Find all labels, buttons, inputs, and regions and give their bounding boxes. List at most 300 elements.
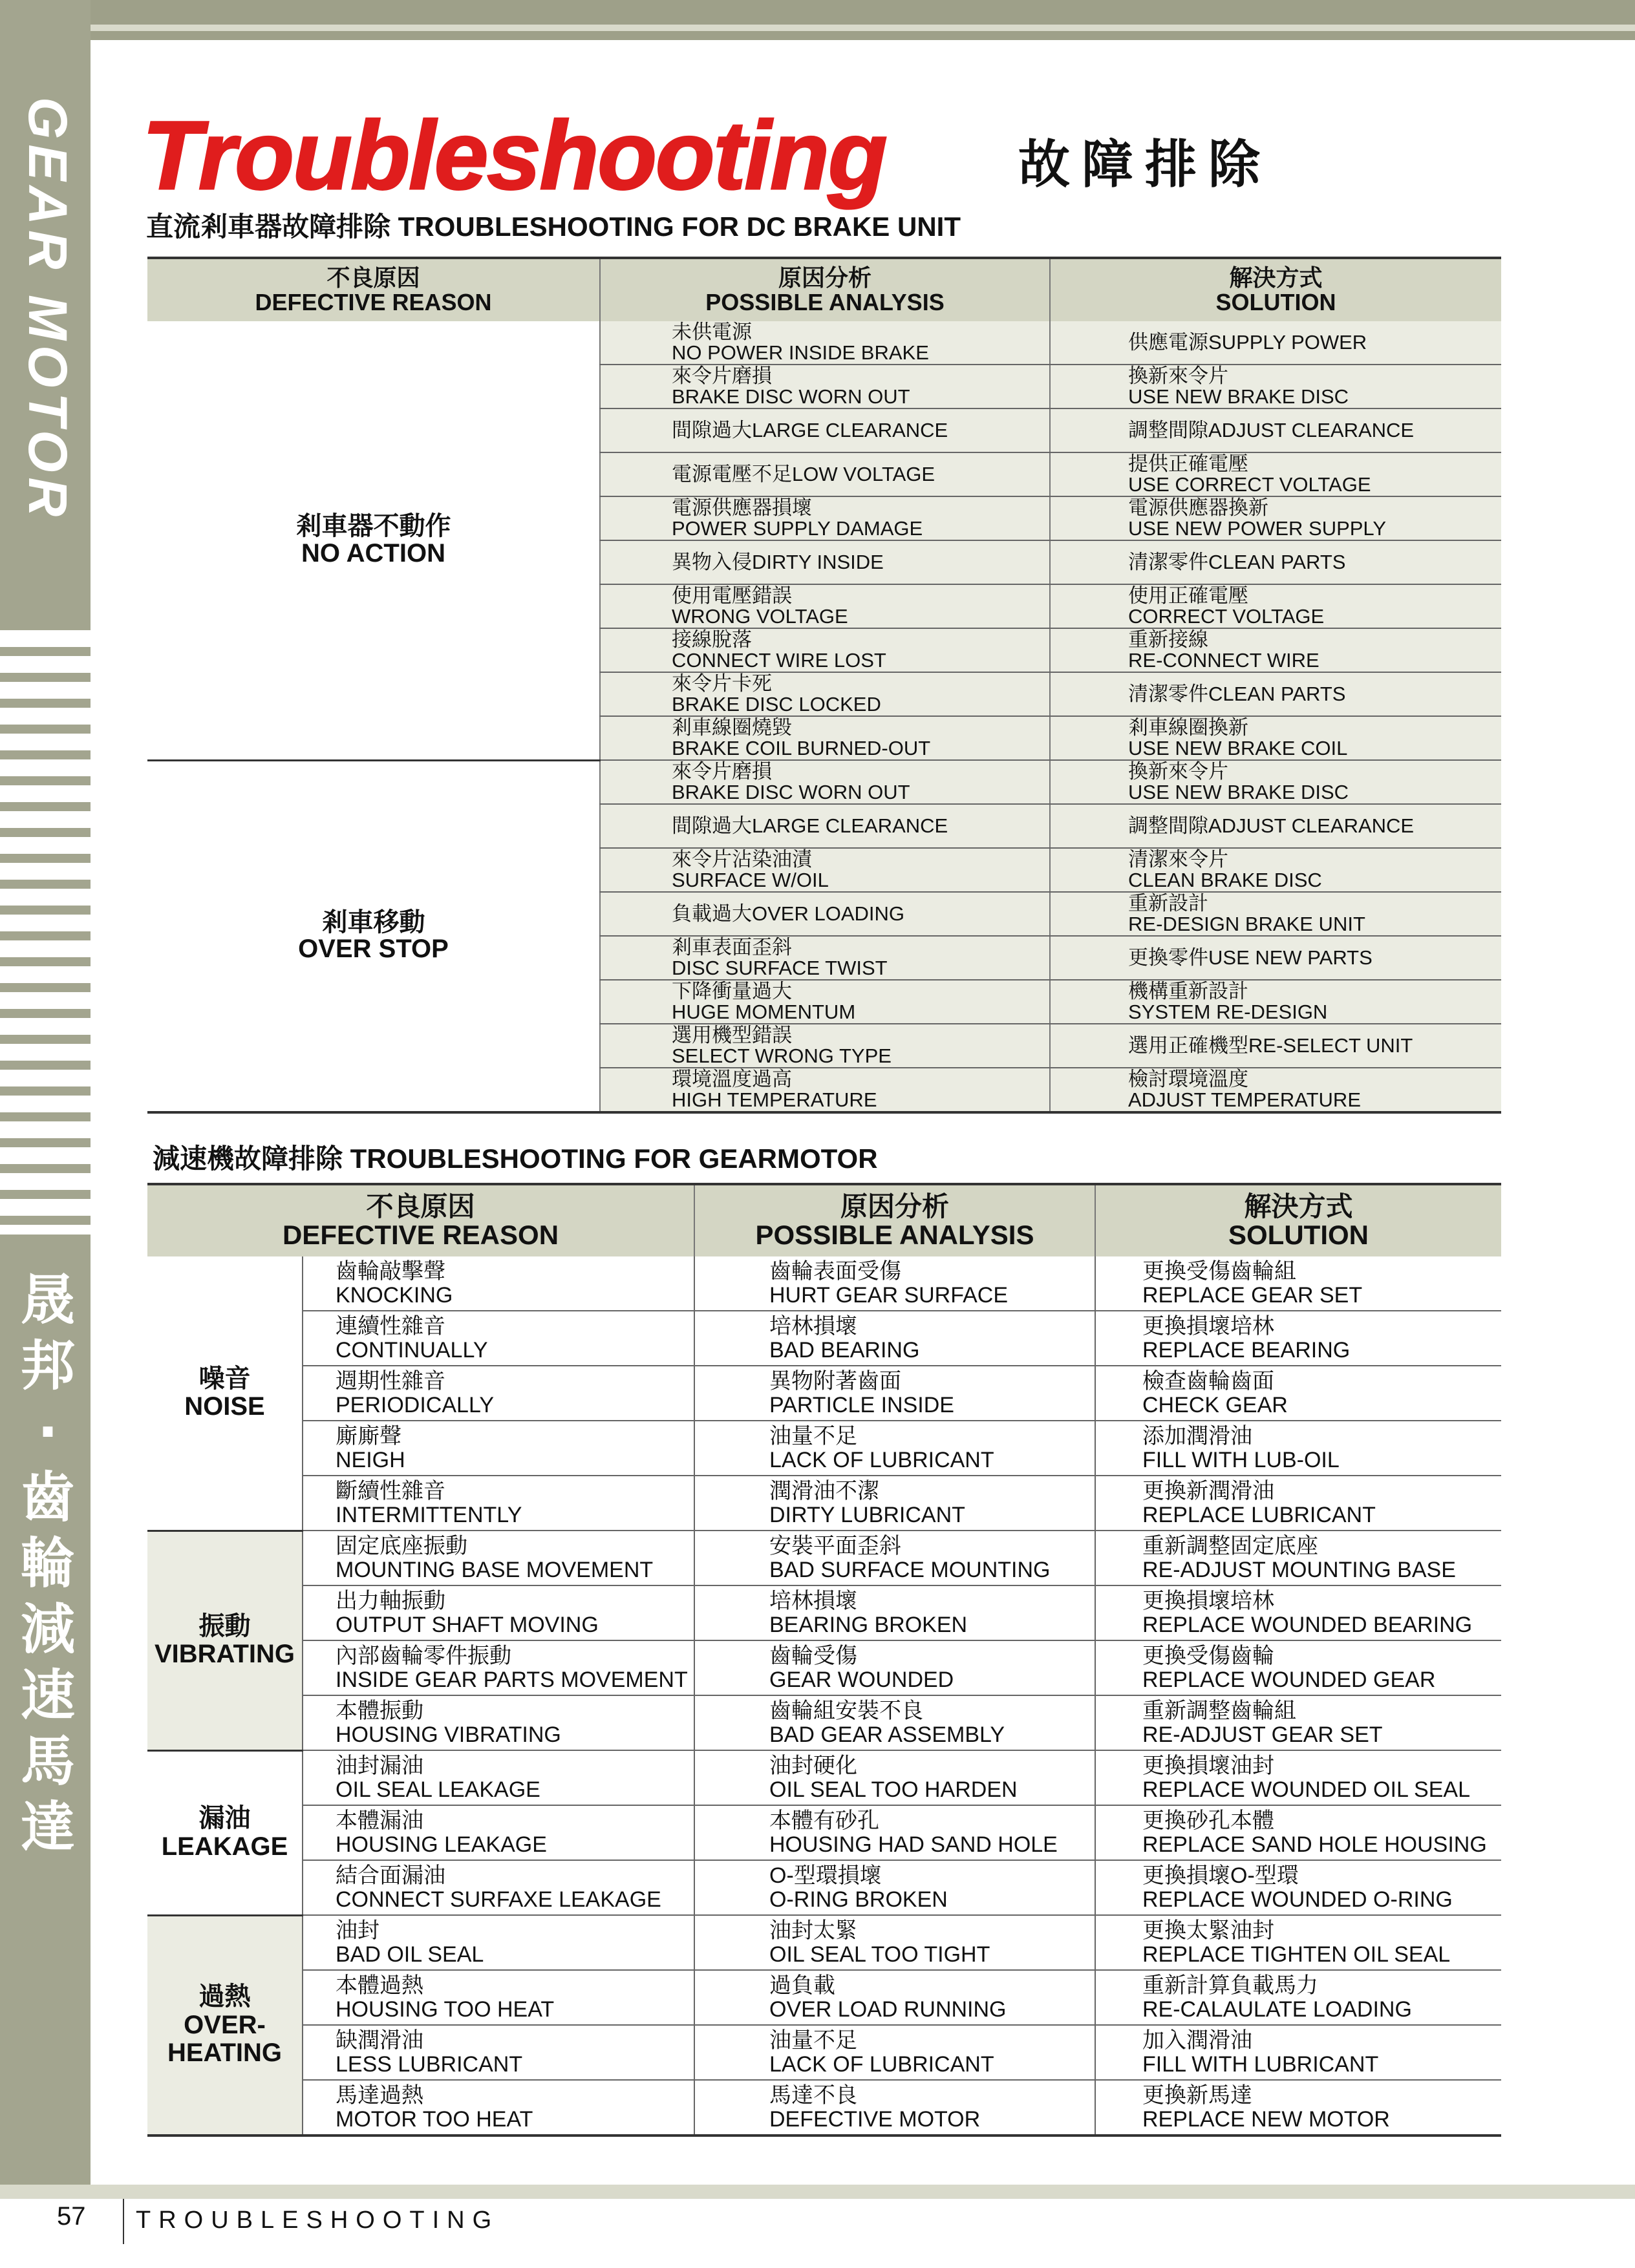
solution-cell (1095, 1640, 1501, 1695)
solution-line: RE-DESIGN BRAKE UNIT (1128, 913, 1365, 935)
analysis-line: HIGH TEMPERATURE (672, 1088, 877, 1111)
symptom-cell (303, 1531, 694, 1585)
solution-line: 更換太緊油封 (1142, 1918, 1274, 1943)
solution-line: CORRECT VOLTAGE (1128, 605, 1325, 628)
symptom-line: LESS LUBRICANT (336, 2051, 523, 2077)
solution-cell (1050, 1024, 1501, 1068)
analysis-line: OIL SEAL TOO TIGHT (769, 1942, 990, 1967)
solution-line: 換新來令片 (1128, 759, 1228, 783)
solution-line: 加入潤滑油 (1142, 2028, 1252, 2053)
analysis-line: BAD BEARING (769, 1337, 920, 1362)
solution-cell (1095, 1256, 1501, 1311)
reason-line: 過熱 (198, 1982, 251, 2011)
solution-line: 電源供應器換新 (1128, 496, 1268, 519)
analysis-line: 油量不足 (769, 2028, 857, 2053)
reason-zh: 剎車器不動作 (295, 512, 451, 541)
solution-line: USE NEW BRAKE DISC (1128, 385, 1349, 408)
analysis-line: 過負載 (769, 1973, 835, 1998)
table-row (147, 1476, 1501, 1531)
analysis-line: 環境溫度過高 (672, 1067, 792, 1090)
solution-cell (1050, 452, 1501, 496)
analysis-line: 間隙過大LARGE CLEARANCE (672, 418, 948, 441)
analysis-cell (694, 1476, 1095, 1531)
analysis-line: 齒輪受傷 (769, 1643, 857, 1668)
defective-reason-cell (147, 1256, 303, 1531)
sidebar-company-char: 輪 (20, 1532, 75, 1595)
symptom-cell (303, 1695, 694, 1750)
symptom-cell (303, 1805, 694, 1860)
table-row (147, 1531, 1501, 1585)
symptom-cell (303, 1970, 694, 2025)
analysis-line: NO POWER INSIDE BRAKE (672, 341, 929, 364)
solution-line: 供應電源SUPPLY POWER (1128, 330, 1367, 354)
analysis-cell (600, 892, 1050, 936)
solution-cell (1050, 936, 1501, 980)
analysis-cell (600, 1068, 1050, 1112)
symptom-line: 連續性雜音 (336, 1313, 445, 1339)
symptom-line: 斷續性雜音 (336, 1478, 445, 1503)
sidebar-company-char: 邦 (20, 1334, 75, 1397)
solution-cell (1095, 1366, 1501, 1421)
analysis-line: 使用電壓錯誤 (672, 584, 792, 607)
sidebar-company-char: 達 (20, 1796, 75, 1859)
analysis-cell (694, 1805, 1095, 1860)
sidebar-company-char: 馬 (20, 1730, 75, 1793)
solution-line: RE-ADJUST MOUNTING BASE (1142, 1557, 1456, 1582)
sidebar-company-char: 晟 (20, 1268, 75, 1331)
solution-line: ADJUST TEMPERATURE (1128, 1088, 1361, 1111)
symptom-line: NEIGH (336, 1447, 405, 1472)
solution-line: 提供正確電壓 (1128, 452, 1248, 475)
solution-line: 檢討環境溫度 (1128, 1067, 1248, 1090)
footer-divider (123, 2199, 124, 2244)
symptom-line: OIL SEAL LEAKAGE (336, 1777, 540, 1802)
defective-reason-cell (147, 760, 600, 1112)
symptom-cell (303, 2025, 694, 2080)
solution-line: 更換砂孔本體 (1142, 1808, 1274, 1833)
reason-line: HEATING (167, 2038, 283, 2067)
analysis-line: 電源供應器損壞 (672, 496, 812, 519)
analysis-cell (694, 1256, 1095, 1311)
analysis-line: BEARING BROKEN (769, 1612, 968, 1637)
symptom-line: CONNECT SURFAXE LEAKAGE (336, 1887, 661, 1912)
table-row (147, 1311, 1501, 1366)
analysis-line: DEFECTIVE MOTOR (769, 2106, 981, 2132)
reason-line: 漏油 (198, 1804, 251, 1833)
table-row (147, 1860, 1501, 1915)
solution-cell (1050, 628, 1501, 672)
header-solution: 解決方式 SOLUTION (1050, 258, 1501, 321)
symptom-line: 本體振動 (336, 1698, 423, 1723)
symptom-line: 週期性雜音 (336, 1368, 445, 1394)
solution-line: RE-ADJUST GEAR SET (1142, 1722, 1383, 1747)
solution-line: 更換受傷齒輪 (1142, 1643, 1274, 1668)
footer-section-label: TROUBLESHOOTING (136, 2207, 500, 2234)
analysis-line: LACK OF LUBRICANT (769, 1447, 994, 1472)
analysis-line: OIL SEAL TOO HARDEN (769, 1777, 1018, 1802)
solution-line: 換新來令片 (1128, 364, 1228, 387)
symptom-line: KNOCKING (336, 1282, 453, 1308)
analysis-line: 油封硬化 (769, 1753, 857, 1778)
analysis-line: 負載過大OVER LOADING (672, 902, 904, 925)
symptom-line: 馬達過熱 (336, 2083, 423, 2108)
top-bar (0, 0, 1635, 40)
solution-line: RE-CONNECT WIRE (1128, 649, 1320, 672)
symptom-line: 油封 (336, 1918, 379, 1943)
solution-cell (1095, 1421, 1501, 1476)
solution-line: 選用正確機型RE-SELECT UNIT (1128, 1033, 1413, 1057)
analysis-cell (694, 1640, 1095, 1695)
reason-line: 噪音 (198, 1364, 251, 1394)
solution-line: 更換損壞O-型環 (1142, 1863, 1299, 1888)
analysis-cell (694, 2080, 1095, 2136)
sidebar-company-char: 減 (20, 1598, 75, 1661)
sidebar-company-char: 齒 (20, 1466, 75, 1529)
solution-line: 清潔零件CLEAN PARTS (1128, 550, 1346, 573)
solution-cell (1095, 1585, 1501, 1640)
solution-line: 重新調整固定底座 (1142, 1533, 1318, 1558)
analysis-line: BRAKE DISC LOCKED (672, 693, 881, 715)
analysis-cell (600, 584, 1050, 628)
sidebar-gear-motor-label: GEAR MOTOR (17, 97, 78, 522)
symptom-cell (303, 1476, 694, 1531)
analysis-line: O-RING BROKEN (769, 1887, 948, 1912)
dc-brake-section-title: 直流剎車器故障排除 TROUBLESHOOTING FOR DC BRAKE UNIT (146, 211, 961, 242)
table-row (147, 1366, 1501, 1421)
solution-line: REPLACE SAND HOLE HOUSING (1142, 1832, 1487, 1857)
reason-line: 振動 (198, 1611, 251, 1640)
symptom-line: INSIDE GEAR PARTS MOVEMENT (336, 1667, 688, 1692)
header-defective-reason: 不良原因 DEFECTIVE REASON (147, 258, 600, 321)
analysis-cell (600, 365, 1050, 408)
symptom-line: 本體漏油 (336, 1808, 423, 1833)
analysis-line: SURFACE W/OIL (672, 869, 829, 891)
analysis-cell (600, 848, 1050, 892)
solution-cell (1095, 2080, 1501, 2136)
solution-line: RE-CALAULATE LOADING (1142, 1997, 1412, 2022)
solution-line: 重新設計 (1128, 891, 1208, 915)
symptom-cell (303, 2080, 694, 2136)
analysis-cell (600, 760, 1050, 804)
symptom-cell (303, 1421, 694, 1476)
analysis-line: 剎車表面歪斜 (672, 935, 792, 959)
symptom-cell (303, 1860, 694, 1915)
solution-line: REPLACE BEARING (1142, 1337, 1351, 1362)
analysis-line: 本體有砂孔 (769, 1808, 879, 1833)
symptom-cell (303, 1750, 694, 1805)
analysis-cell (694, 1421, 1095, 1476)
dc-brake-troubleshooting-table (147, 257, 1501, 1114)
sidebar-company-char: 速 (20, 1664, 75, 1727)
analysis-line: 來令片磨損 (672, 759, 772, 783)
header-defective-reason: 不良原因 DEFECTIVE REASON (147, 1184, 694, 1256)
reason-line: OVER- (184, 2010, 266, 2039)
header-possible-analysis: 原因分析 POSSIBLE ANALYSIS (600, 258, 1050, 321)
table-row (147, 1585, 1501, 1640)
symptom-line: HOUSING VIBRATING (336, 1722, 561, 1747)
symptom-line: OUTPUT SHAFT MOVING (336, 1612, 599, 1637)
table-row (147, 1695, 1501, 1750)
solution-line: 調整間隙ADJUST CLEARANCE (1128, 814, 1415, 837)
solution-cell (1095, 1970, 1501, 2025)
solution-line: REPLACE TIGHTEN OIL SEAL (1142, 1942, 1451, 1967)
reason-en: NO ACTION (301, 538, 445, 567)
analysis-line: 選用機型錯誤 (672, 1023, 792, 1046)
analysis-cell (694, 1366, 1095, 1421)
analysis-line: 異物入侵DIRTY INSIDE (672, 550, 884, 573)
solution-cell (1095, 1915, 1501, 1970)
analysis-line: 齒輪表面受傷 (769, 1258, 901, 1284)
analysis-line: DISC SURFACE TWIST (672, 957, 888, 979)
solution-line: 添加潤滑油 (1142, 1423, 1252, 1448)
solution-line: 更換新馬達 (1142, 2083, 1252, 2108)
analysis-line: POWER SUPPLY DAMAGE (672, 517, 923, 540)
table-row (147, 2080, 1501, 2136)
solution-line: 更換零件USE NEW PARTS (1128, 946, 1373, 969)
symptom-line: 結合面漏油 (336, 1863, 445, 1888)
header-solution: 解決方式 SOLUTION (1095, 1184, 1501, 1256)
analysis-cell (694, 1860, 1095, 1915)
symptom-cell (303, 1640, 694, 1695)
analysis-line: HUGE MOMENTUM (672, 1001, 856, 1023)
solution-line: 調整間隙ADJUST CLEARANCE (1128, 418, 1415, 441)
analysis-line: 來令片磨損 (672, 364, 772, 387)
analysis-line: 安裝平面歪斜 (769, 1533, 901, 1558)
sidebar (0, 0, 91, 2185)
solution-line: 重新調整齒輪組 (1142, 1698, 1296, 1723)
analysis-line: O-型環損壞 (769, 1863, 882, 1888)
symptom-line: HOUSING TOO HEAT (336, 1997, 555, 2022)
symptom-cell (303, 1256, 694, 1311)
reason-line: NOISE (184, 1392, 265, 1421)
analysis-line: BAD SURFACE MOUNTING (769, 1557, 1051, 1582)
solution-line: FILL WITH LUB-OIL (1142, 1447, 1340, 1472)
analysis-cell (600, 716, 1050, 760)
analysis-cell (600, 321, 1050, 365)
defective-reason-cell (147, 1750, 303, 1915)
symptom-line: PERIODICALLY (336, 1392, 495, 1417)
analysis-line: SELECT WRONG TYPE (672, 1044, 892, 1067)
analysis-cell (600, 628, 1050, 672)
analysis-line: WRONG VOLTAGE (672, 605, 848, 628)
analysis-line: 異物附著齒面 (769, 1368, 901, 1394)
analysis-line: BAD GEAR ASSEMBLY (769, 1722, 1005, 1747)
solution-cell (1050, 760, 1501, 804)
gearmotor-section-title: 減速機故障排除 TROUBLESHOOTING FOR GEARMOTOR (153, 1143, 878, 1174)
symptom-line: 出力軸振動 (336, 1588, 445, 1613)
analysis-line: 電源電壓不足LOW VOLTAGE (672, 462, 935, 485)
solution-cell (1095, 1750, 1501, 1805)
solution-cell (1050, 321, 1501, 365)
solution-line: USE NEW BRAKE DISC (1128, 781, 1349, 803)
analysis-cell (694, 1915, 1095, 1970)
solution-line: USE NEW POWER SUPPLY (1128, 517, 1387, 540)
solution-line: USE NEW BRAKE COIL (1128, 737, 1348, 759)
symptom-line: 油封漏油 (336, 1753, 423, 1778)
solution-line: REPLACE GEAR SET (1142, 1282, 1363, 1308)
symptom-line: 缺潤滑油 (336, 2028, 423, 2053)
analysis-line: BRAKE DISC WORN OUT (672, 385, 910, 408)
symptom-cell (303, 1366, 694, 1421)
sidebar-company-name (16, 1267, 80, 1860)
analysis-line: DIRTY LUBRICANT (769, 1502, 965, 1527)
analysis-cell (694, 1311, 1095, 1366)
page-number: 57 (57, 2202, 86, 2231)
symptom-line: 廝廝聲 (336, 1423, 401, 1448)
solution-line: REPLACE WOUNDED BEARING (1142, 1612, 1473, 1637)
solution-line: SYSTEM RE-DESIGN (1128, 1001, 1328, 1023)
analysis-cell (600, 804, 1050, 848)
solution-line: REPLACE WOUNDED OIL SEAL (1142, 1777, 1470, 1802)
symptom-line: 齒輪敲擊聲 (336, 1258, 445, 1284)
analysis-line: 來令片沾染油漬 (672, 847, 812, 871)
analysis-line: 未供電源 (672, 320, 752, 343)
analysis-cell (600, 496, 1050, 540)
table-header-row (147, 1184, 1501, 1256)
analysis-line: BRAKE DISC WORN OUT (672, 781, 910, 803)
analysis-line: CONNECT WIRE LOST (672, 649, 886, 672)
solution-line: FILL WITH LUBRICANT (1142, 2051, 1379, 2077)
solution-cell (1050, 584, 1501, 628)
symptom-line: 內部齒輪零件振動 (336, 1643, 511, 1668)
analysis-line: 潤滑油不潔 (769, 1478, 879, 1503)
header-possible-analysis: 原因分析 POSSIBLE ANALYSIS (694, 1184, 1095, 1256)
solution-cell (1095, 2025, 1501, 2080)
defective-reason-cell (147, 1915, 303, 2136)
symptom-line: 本體過熱 (336, 1973, 423, 1998)
analysis-cell (694, 1970, 1095, 2025)
solution-line: 更換新潤滑油 (1142, 1478, 1274, 1503)
analysis-line: 培林損壞 (769, 1313, 857, 1339)
analysis-line: 來令片卡死 (672, 672, 772, 695)
table-row (147, 1421, 1501, 1476)
table-row (147, 2025, 1501, 2080)
footer-band (0, 2185, 1635, 2199)
solution-cell (1050, 496, 1501, 540)
analysis-line: 齒輪組安裝不良 (769, 1698, 923, 1723)
table-row (147, 1805, 1501, 1860)
analysis-cell (694, 1585, 1095, 1640)
solution-cell (1095, 1695, 1501, 1750)
symptom-line: MOTOR TOO HEAT (336, 2106, 533, 2132)
solution-line: 清潔來令片 (1128, 847, 1228, 871)
solution-line: REPLACE NEW MOTOR (1142, 2106, 1390, 2132)
analysis-line: 馬達不良 (769, 2083, 857, 2108)
table-row (147, 1750, 1501, 1805)
solution-cell (1095, 1860, 1501, 1915)
solution-cell (1050, 980, 1501, 1024)
solution-line: REPLACE WOUNDED O-RING (1142, 1887, 1453, 1912)
symptom-cell (303, 1311, 694, 1366)
solution-cell (1050, 804, 1501, 848)
analysis-line: 油封太緊 (769, 1918, 857, 1943)
solution-line: CHECK GEAR (1142, 1392, 1288, 1417)
solution-line: REPLACE WOUNDED GEAR (1142, 1667, 1436, 1692)
analysis-cell (600, 1024, 1050, 1068)
reason-zh: 剎車移動 (321, 907, 425, 937)
solution-cell (1050, 408, 1501, 452)
solution-cell (1050, 365, 1501, 408)
table-row (147, 1970, 1501, 2025)
page-title-chinese: 故障排除 (1018, 134, 1272, 195)
symptom-line: MOUNTING BASE MOVEMENT (336, 1557, 654, 1582)
top-divider-line (91, 25, 1635, 31)
analysis-cell (694, 1531, 1095, 1585)
analysis-cell (600, 672, 1050, 716)
analysis-line: PARTICLE INSIDE (769, 1392, 954, 1417)
analysis-cell (600, 452, 1050, 496)
solution-line: USE CORRECT VOLTAGE (1128, 473, 1371, 496)
solution-line: 使用正確電壓 (1128, 584, 1248, 607)
reason-en: OVER STOP (298, 935, 449, 964)
table-row (147, 1256, 1501, 1311)
analysis-cell (694, 1695, 1095, 1750)
solution-cell (1050, 892, 1501, 936)
solution-line: 更換受傷齒輪組 (1142, 1258, 1296, 1284)
analysis-line: GEAR WOUNDED (769, 1667, 954, 1692)
table-row (147, 1915, 1501, 1970)
solution-line: 檢查齒輪齒面 (1142, 1368, 1274, 1394)
solution-line: 剎車線圈換新 (1128, 715, 1248, 739)
solution-cell (1095, 1311, 1501, 1366)
analysis-line: LACK OF LUBRICANT (769, 2051, 994, 2077)
analysis-line: 油量不足 (769, 1423, 857, 1448)
solution-cell (1050, 1068, 1501, 1112)
solution-cell (1050, 716, 1501, 760)
solution-line: 更換損壞培林 (1142, 1588, 1274, 1613)
solution-cell (1050, 848, 1501, 892)
solution-line: REPLACE LUBRICANT (1142, 1502, 1376, 1527)
solution-cell (1095, 1531, 1501, 1585)
analysis-cell (694, 2025, 1095, 2080)
reason-line: LEAKAGE (161, 1832, 288, 1861)
table-row (147, 321, 1501, 365)
sidebar-stripes (0, 630, 91, 1235)
defective-reason-cell (147, 321, 600, 760)
analysis-line: 培林損壞 (769, 1588, 857, 1613)
page-title: Troubleshooting (142, 101, 886, 209)
solution-cell (1050, 672, 1501, 716)
table-row (147, 1640, 1501, 1695)
analysis-cell (600, 540, 1050, 584)
table-header-row (147, 258, 1501, 321)
solution-line: 更換損壞培林 (1142, 1313, 1274, 1339)
solution-line: CLEAN BRAKE DISC (1128, 869, 1322, 891)
solution-line: 更換損壞油封 (1142, 1753, 1274, 1778)
solution-line: 重新接線 (1128, 628, 1208, 651)
analysis-cell (600, 980, 1050, 1024)
analysis-line: 接線脫落 (672, 628, 752, 651)
symptom-line: INTERMITTENTLY (336, 1502, 522, 1527)
solution-line: 清潔零件CLEAN PARTS (1128, 682, 1346, 705)
analysis-line: BRAKE COIL BURNED-OUT (672, 737, 931, 759)
analysis-line: OVER LOAD RUNNING (769, 1997, 1007, 2022)
sidebar-company-char: · (37, 1400, 58, 1463)
analysis-line: HOUSING HAD SAND HOLE (769, 1832, 1058, 1857)
symptom-line: CONTINUALLY (336, 1337, 488, 1362)
solution-line: 重新計算負載馬力 (1142, 1973, 1318, 1998)
solution-cell (1095, 1476, 1501, 1531)
gearmotor-troubleshooting-table (147, 1183, 1501, 2137)
analysis-line: HURT GEAR SURFACE (769, 1282, 1009, 1308)
analysis-cell (600, 936, 1050, 980)
analysis-line: 剎車線圈燒毀 (672, 715, 792, 739)
symptom-line: BAD OIL SEAL (336, 1942, 484, 1967)
reason-line: VIBRATING (154, 1640, 295, 1668)
analysis-cell (600, 408, 1050, 452)
symptom-cell (303, 1915, 694, 1970)
analysis-line: 下降衝量過大 (672, 979, 792, 1002)
